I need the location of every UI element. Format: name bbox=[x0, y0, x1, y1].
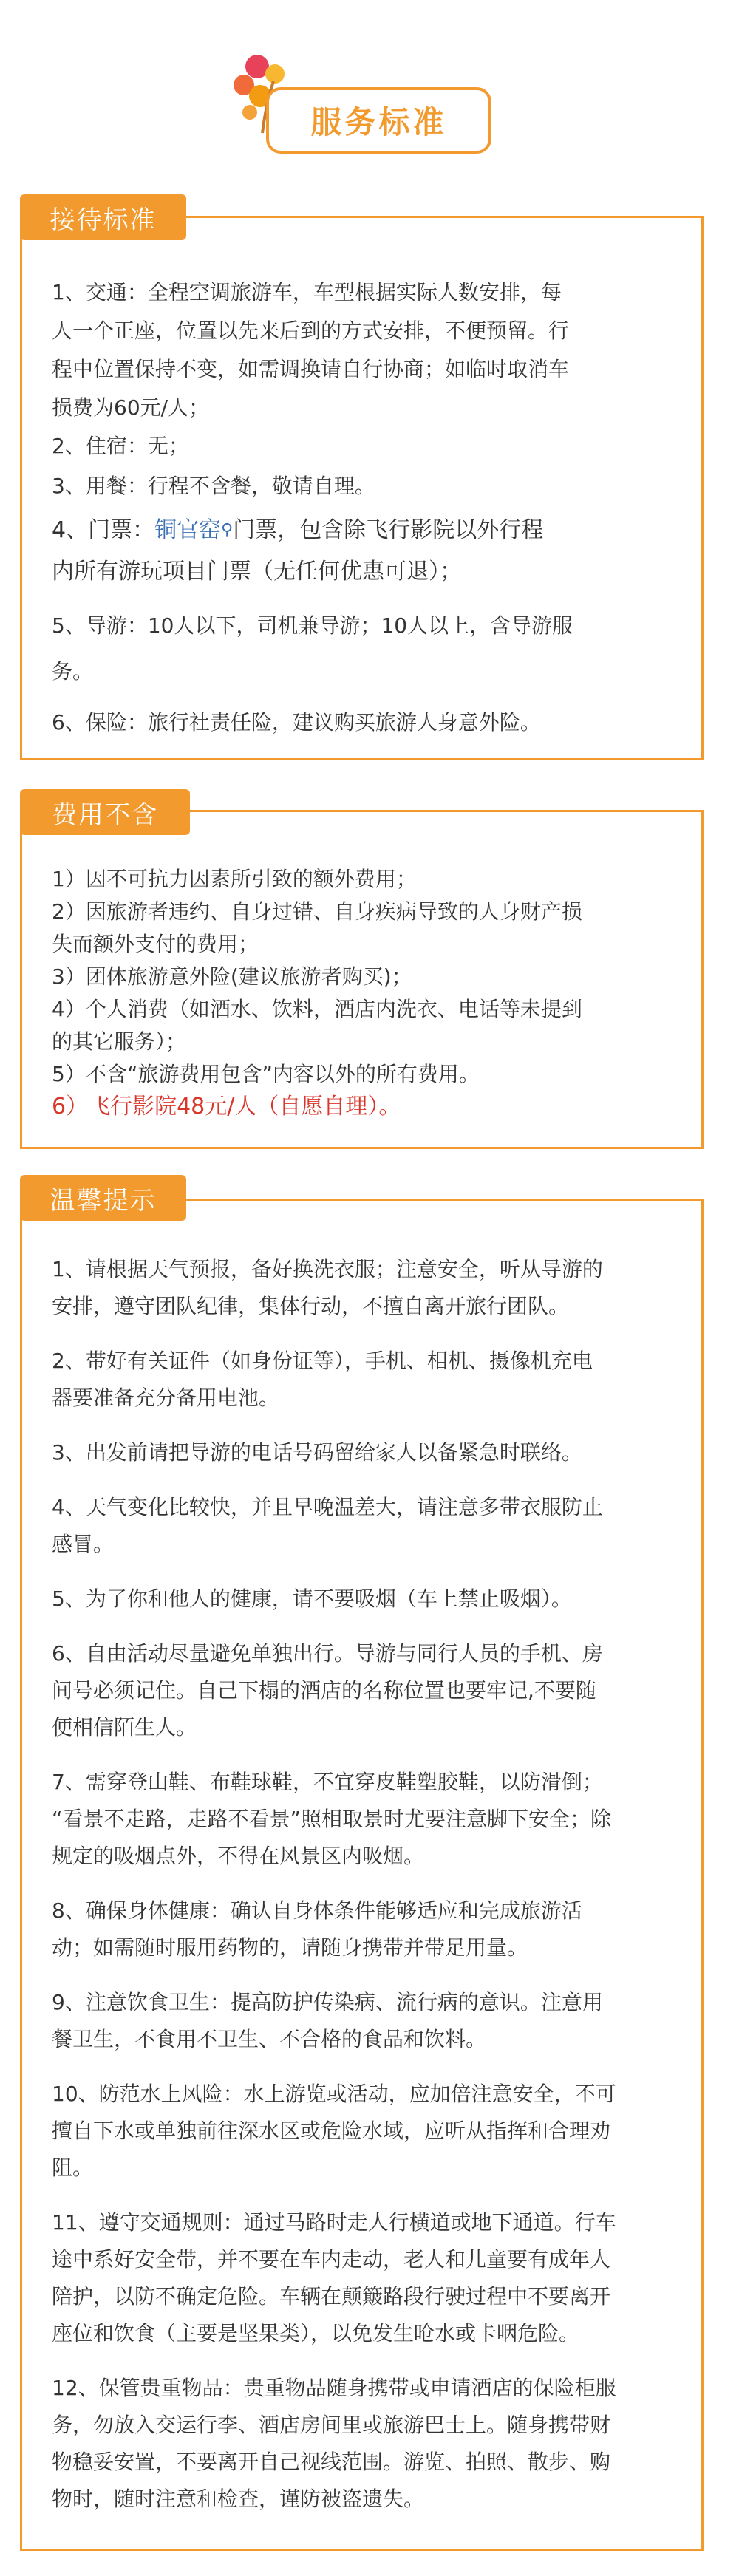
tip-item: 10、防范水上风险：水上游览或活动，应加倍注意安全，不可 擅自下水或单独前往深水区或危险水域，应听从指挥和合理劝 阻。 bbox=[52, 2082, 616, 2180]
excluded-item: 3）团体旅游意外险(建议旅游者购买)； bbox=[52, 964, 412, 989]
insurance-item: 6、保险：旅行社责任险，建议购买旅游人身意外险。 bbox=[52, 710, 541, 735]
tips-body bbox=[52, 1251, 680, 2535]
page-header bbox=[0, 0, 739, 177]
tip-item: 2、带好有关证件（如身份证等），手机、相机、摄像机充电 器要准备充分备用电池。 bbox=[52, 1349, 593, 1410]
tip-item: 7、需穿登山鞋、布鞋球鞋，不宜穿皮鞋塑胶鞋，以防滑倒； “看景不走路，走路不看景”照相取景时尤要注意脚下安全；除 规定的吸烟点外，不得在风景区内吸烟。 bbox=[52, 1770, 612, 1868]
tip-item: 6、自由活动尽量避免单独出行。导游与同行人员的手机、房 间号必须记住。自己下榻的酒店的名称位置也要牢记,不要随 便相信陌生人。 bbox=[52, 1641, 603, 1740]
excluded-body bbox=[52, 863, 680, 1123]
tip-item: 1、请根据天气预报，备好换洗衣服；注意安全，听从导游的 安排，遵守团队纪律，集体行动，不擅自离开旅行团队。 bbox=[52, 1257, 603, 1318]
page-title: 服务标准 bbox=[310, 104, 447, 140]
excluded-tab: 费用不含 bbox=[20, 789, 190, 835]
search-icon: ⚲ bbox=[221, 521, 234, 539]
tip-item: 9、注意饮食卫生：提高防护传染病、流行病的意识。注意用 餐卫生，不食用不卫生、不合格的食品和饮料。 bbox=[52, 1990, 603, 2051]
tip-item: 3、出发前请把导游的电话号码留给家人以备紧急时联络。 bbox=[52, 1440, 582, 1465]
meals-item: 3、用餐：行程不含餐，敬请自理。 bbox=[52, 474, 375, 498]
traffic-item: 1、交通：全程空调旅游车，车型根据实际人数安排，每 人一个正座，位置以先来后到的方式安排，不便预留。行 程中位置保持不变，如需调换请自行协商；如临时取消车 损费为60元/人； bbox=[52, 280, 570, 420]
excluded-item: 5）不含“旅游费用包含”内容以外的所有费用。 bbox=[52, 1062, 480, 1086]
excluded-highlight-item: 6）飞行影院48元/人（自愿自理）。 bbox=[52, 1094, 401, 1120]
guide-item: 5、导游：10人以下，司机兼导游；10人以上，含导游服 务。 bbox=[52, 613, 573, 684]
excluded-item: 2）因旅游者违约、自身过错、自身疾病导致的人身财产损 失而额外支付的费用； bbox=[52, 899, 582, 956]
tip-item: 11、遵守交通规则：通过马路时走人行横道或地下通道。行车 途中系好安全带，并不要在车内走动，老人和儿童要有成年人 陪护，以防不确定危险。车辆在颠簸路段行驶过程中不要离开 座位和饮食（主要是坚果类），以免发生呛水或卡咽危险。 bbox=[52, 2210, 616, 2345]
flight-cinema-fee: 飞行影院48元/人（自愿自理）。 bbox=[88, 1094, 401, 1120]
excluded-item: 4）个人消费（如酒水、饮料，酒店内洗衣、电话等未提到 的其它服务）； bbox=[52, 997, 582, 1054]
ticket-link[interactable]: 铜官窑 bbox=[154, 517, 222, 543]
reception-body bbox=[52, 273, 680, 760]
tip-item: 4、天气变化比较快，并且早晚温差大，请注意多带衣服防止 感冒。 bbox=[52, 1495, 603, 1556]
page-title-badge bbox=[266, 87, 491, 154]
tip-item: 12、保管贵重物品：贵重物品随身携带或申请酒店的保险柜服 务，勿放入交运行李、酒店房间里或旅游巴士上。随身携带财 物稳妥安置，不要离开自己视线范围。游览、拍照、散步、购 物时，随时注意和检查，谨防被盗遗失。 bbox=[52, 2376, 616, 2511]
ticket-item: 4、门票：铜官窑⚲门票，包含除飞行影院以外行程 内所有游玩项目门票（无任何优惠可退）； bbox=[52, 517, 544, 585]
lodging-item: 2、住宿：无； bbox=[52, 434, 189, 458]
tip-item: 8、确保身体健康：确认自身体条件能够适应和完成旅游活 动；如需随时服用药物的，请随身携带并带足用量。 bbox=[52, 1898, 582, 1960]
excluded-item: 1）因不可抗力因素所引致的额外费用； bbox=[52, 867, 417, 891]
tips-tab: 温馨提示 bbox=[20, 1175, 186, 1221]
tip-item: 5、为了你和他人的健康，请不要吸烟（车上禁止吸烟）。 bbox=[52, 1587, 572, 1611]
reception-tab: 接待标准 bbox=[20, 194, 186, 240]
